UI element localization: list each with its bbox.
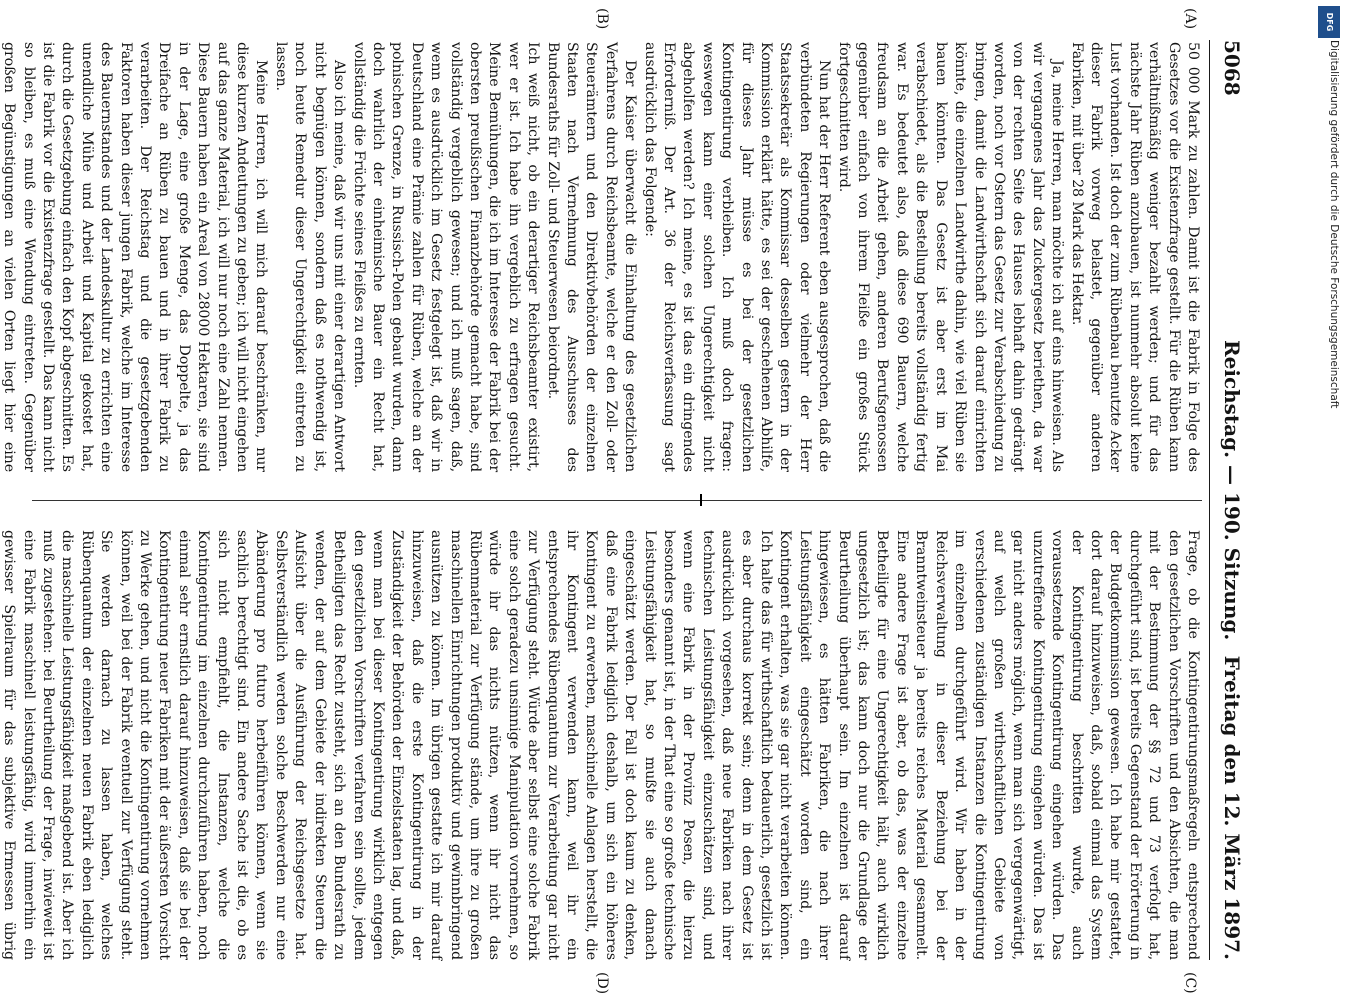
paragraph: Meine Herren, ich will mich darauf beschränken, nur diese kurzen Andeutungen zu geben; ich will nicht eingehen auf das ganze Material, ich will nur noch eine Zahl nennen. Diese Bauern haben ein Areal von 28000 Hektaren, sie sind in der Lage, eine große Menge, das Doppelte, ja das Dreifache an Rüben zu bauen und in ihrer Fabrik zu verarbeiten. Der Reichstag und die gesetzgebenden Faktoren haben dieser jungen Fabrik, welche im Interesse des Bauernstandes und der Landeskultur zu errichten eine unendliche Mühe und Arbeit und Kapital gekostet hat, durch die Gesetzgebung einfach den Kopf abgeschnitten. Es ist die Fabrik vor die Existenzfrage gestellt. Das kann nicht so bleiben, es muß eine Wendung eintreten. Gegenüber großen Begünstigungen an vielen Orten liegt hier eine	[1, 42, 270, 472]
paragraph: Der Kaiser überwacht die Einhaltung des gesetzlichen Verfahrens durch Reichsbeamte, welche er den Zoll- oder Steuerämtern und den Direktivbehörden der einzelnen Staaten nach Vernehmung des Ausschusses des Bundesraths für Zoll- und Steuerwesen beiordnet.	[544, 42, 639, 472]
session-date: Freitag den 12. März 1897.	[1220, 655, 1244, 960]
paragraph: 50 000 Mark zu zahlen. Damit ist die Fabrik in Folge des Gesetzes vor die Existenzfrage gestellt. Für die Rüben kann verhältnißmäßig weniger bezahlt werden; und für das nächste Jahr Rüben anzubauen, ist nunmehr absolut keine Lust vorhanden. Ist doch der zum Rübenbau benutzte Acker dieser Fabrik vorweg belastet, gegenüber anderen Fabriken, mit über 28 Mark das Hektar.	[1068, 42, 1201, 472]
paragraph: Nun hat der Herr Referent eben ausgesprochen, daß die verbündeten Regierungen oder vielmehr der Herr Staatssekretär als Kommissar desselben gestern in der Kommission erklärt hätte, es sei der geschehenen Abhilfe, für dieses Jahr müsse es bei der gesetzlichen Kontingentirung verbleiben. Ich muß doch fragen: weswegen kann einer solchen Ungerechtigkeit nicht abgeholfen werden? Ich meine, es ist das ein dringendes Erforderniß. Der Art. 36 der Reichsverfassung sagt ausdrücklich das Folgende:	[641, 42, 833, 472]
paragraph: Also ich meine, daß wir uns mit einer derartigen Antwort nicht begnügen können, sondern daß es nothwendig ist, noch heute Remedur dieser Ungerechtigkeit eintreten zu lassen.	[272, 42, 348, 472]
digitization-credit	[1318, 40, 1340, 940]
margin-marker-a: (A)	[1182, 8, 1198, 30]
credit-text: Digitalisierung gefördert durch die Deutsche Forschungsgemeinschaft	[1328, 40, 1340, 409]
paragraph: Frage, ob die Kontingentirungsmaßregeln entsprechend den gesetzlichen Vorschriften und den Absichten, die man mit der Bestimmung der §§ 72 und 73 verfolgt hat, durchgeführt sind, ist bereits Gegenstand der Erörterung in der Budgetkommission gewesen. Ich habe mir gestattet, dort darauf hinzuweisen, daß, sobald einmal das System der Kontingentirung beschritten wurde, auch voraussetzende Kontingentirung eingehen würden. Das unzutreffende Kontingentirung eingehen würden. Das ist gar nicht anders möglich, wenn man sich vergegenwärtigt, auf welch großen wirthschaftlichen Gebiete von verschiedenen zuständigen Instanzen die Kontingentirung im einzelnen durchgeführt wird. Wir haben in der Reichsverwaltung in dieser Beziehung bei der Branntweinsteuer ja bereits reiches Material gesammelt. Eine andere Frage ist aber, ob das, was der einzelne Betheiligte für eine Ungerechtigkeit hält, auch wirklich ungesetzlich ist; das kann doch nur die Grundlage der Beurtheilung überhaupt sein. Im einzelnen ist darauf hingewiesen, es hätten Fabriken, die nach ihrer Leistungsfähigkeit eingeschätzt worden sind, ein Kontingent erhalten, was sie gar nicht verarbeiten können. Ich halte das für wirthschaftlich bedauerlich, gesetzlich ist es aber durchaus korrekt sein; denn in dem Gesetz ist ausdrücklich vorgesehen, daß neue Fabriken nach ihrer technischen Leistungsfähigkeit einzuschätzen sind, und wenn eine Fabrik in der Provinz Posen, die hierzu besonders genannt ist, in der That eine so große technische Leistungsfähigkeit hat, so mußte sie auch danach eingeschätzt werden. Der Fall ist doch kaum zu denken, daß eine Fabrik lediglich deshalb, um sich ein höheres Kontingent zu erwerben, maschinelle Anlagen herstellt, die ihr Kontingent verwenden kann, weil ihr ein entsprechendes Rübenquantum zur Verarbeitung gar nicht zur Verfügung steht. Würde aber selbst eine solche Fabrik eine solch geradezu unsinnige Manipulation vornehmen, so würde ihr das nichts nützen, wenn ihr nicht das Rübenmaterial zur Verfügung stände, um ihre zu großen maschinellen Einrichtungen produktiv und gewinnbringend ausnützen zu können. Im übrigen gestatte ich mir darauf hinzuweisen, daß die erste Kontingentirung in der Zuständigkeit der Behörden der Einzelstaaten lag, und daß, wenn man bei dieser Kontingentirung wirklich entgegen den gesetzlichen Vorschriften verfahren sein sollte, jedem Betheiligten das Recht zusteht, sich an den Bundesrath zu wenden, der auf dem Gebiete der indirekten Steuern die Aufsicht über die Ausführung der Reichsgesetze hat. Selbstverständlich werden solche Beschwerden nur eine Abänderung pro futuro herbeiführen können, wenn sie sachlich berechtigt sind. Ein andere Sache ist die, ob es sich nicht empfiehlt, die Instanzen, welche die Kontingentirung im einzelnen durchzuführen haben, noch einmal sehr ernstlich darauf hinzuweisen, daß sie bei der Kontingentirung neuer Fabriken mit der äußersten Vorsicht zu Werke gehen, und nicht die Kontingentirung vornehmen können, weil bei der Fabrik eventuell zur Verfügung steht. Sie werden darnach zu lassen haben, welches Rübenquantum der einzelnen neuen Fabrik eben lediglich die maschinelle Leistungsfähigkeit maßgebend ist. Aber ich muß zugestehen: bei Beurtheilung der Frage, inwieweit ist eine Fabrik maschinell leistungsfähig, wird immerhin ein gewisser Spielraum für das subjektive Ermessen übrig	[1, 530, 1201, 960]
right-text-column	[1, 530, 1202, 960]
dfg-logo-text: DFG	[1325, 12, 1334, 32]
column-divider	[32, 500, 1202, 501]
divider-mark	[700, 494, 702, 506]
session-title: Reichstag. — 190. Sitzung.	[1220, 340, 1244, 641]
paragraph: Ja, meine Herren, man möchte ich auf eins hinweisen. Als wir vergangenes Jahr das Zuckergesetz beriethen, da war von der rechten Seite des Hauses lebhaft dahin gedrängt worden, noch vor Ostern das Gesetz zur Verabschiedung zu bringen, damit die Landwirthschaft sich darauf einrichten könnte, die einzelnen Landwirthe dahin, wie viel Rüben sie bauen könnten. Das Gesetz ist aber erst im Mai verabschiedet, als die Bestellung bereits vollständig fertig war. Es bedeutet also, daß diese 690 Bauern, welche freudsam an die Arbeit gehen, anderen Berufsgenossen gegenüber einfach von ihrem Fleiße ein großes Stück fortgeschnitten wird.	[835, 42, 1066, 472]
margin-marker-c: (C)	[1182, 972, 1198, 994]
dfg-logo	[1318, 6, 1340, 38]
margin-marker-d: (D)	[594, 972, 610, 995]
paragraph: Ich weiß nicht, ob ein derartiger Reichsbeamter existirt, wer er ist. Ich habe ihn vergeblich zu erfragen gesucht. Meine Bemühungen, die ich im Interesse der Fabrik bei der obersten preußischen Finanzbehörde gemacht habe, sind vollständig vergeblich gewesen; und ich muß sagen, daß, wenn es ausdrücklich im Gesetz festgelegt ist, daß wir in Deutschland eine Prämie zahlen für Rüben, welche an der polnischen Grenze, in Russisch-Polen gebaut wurden, dann doch wahrlich der einheimische Bauer ein Recht hat, vollständig die Früchte seines Fleißes zu ernten.	[350, 42, 542, 472]
margin-marker-b: (B)	[594, 8, 610, 30]
left-text-column	[1, 42, 1202, 472]
page-number: 5068	[1220, 40, 1244, 96]
page-header	[1209, 40, 1258, 960]
